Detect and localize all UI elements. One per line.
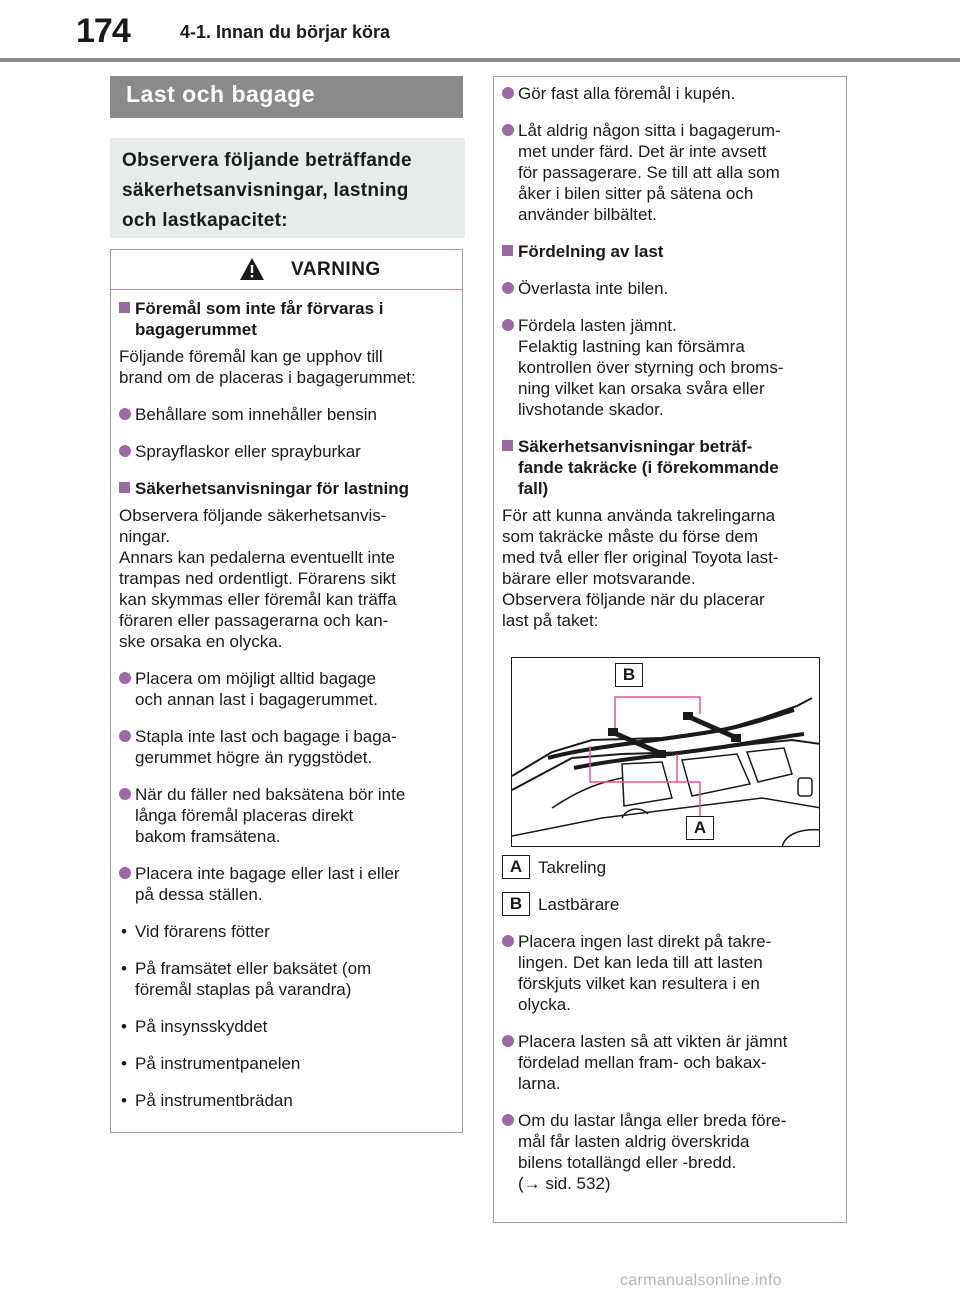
car-roof-drawing	[512, 658, 820, 847]
page-number: 174	[76, 12, 130, 50]
bullet-item: Stapla inte last och bagage i baga- gerummet högre än ryggstödet.	[119, 726, 454, 768]
topic-title-bar	[110, 76, 463, 118]
list-item: • På instrumentpanelen	[119, 1053, 454, 1074]
list-item: • På instrumentbrädan	[119, 1090, 454, 1111]
legend-item-a	[502, 857, 838, 878]
warning-triangle-icon	[239, 257, 265, 281]
list-item: • På framsätet eller baksätet (om föremål staplas på varandra)	[119, 958, 454, 1000]
warning-content	[119, 298, 454, 1111]
bullet-item: Fördela lasten jämnt. Felaktig lastning kan försämra kontrollen över styrning och broms- ning vilket kan orsaka svåra eller livshotande skador.	[502, 315, 838, 420]
legend-text-a: Takreling	[538, 858, 607, 877]
bullet-item: Placera lasten så att vikten är jämnt fördelad mellan fram- och bakax- larna.	[502, 1031, 838, 1094]
page-reference[interactable]: (→ sid. 532)	[518, 1174, 611, 1193]
bullet-item: Om du lastar långa eller breda före- mål får lasten aldrig överskrida bilens totallängd eller -bredd. (→ sid. 532)	[502, 1110, 838, 1194]
callout-label-b: B	[615, 663, 643, 687]
warning-box	[110, 249, 463, 1133]
bullet-item: När du fäller ned baksätena bör inte långa föremål placeras direkt bakom framsätena.	[119, 784, 454, 847]
topic-title: Last och bagage	[126, 81, 315, 107]
heading-forbidden-items: Föremål som inte får förvaras i bagagerummet	[119, 298, 454, 340]
warning-header	[111, 250, 462, 290]
bullet-item: Placera om möjligt alltid bagage och annan last i bagagerummet.	[119, 668, 454, 710]
bullet-item: Placera inte bagage eller last i eller på dessa ställen.	[119, 863, 454, 905]
warning-label: VARNING	[291, 259, 381, 280]
bullet-item: Gör fast alla föremål i kupén.	[502, 83, 838, 104]
paragraph-fire-risk: Följande föremål kan ge upphov till brand om de placeras i bagagerummet:	[119, 347, 416, 387]
intro-line-3: och lastkapacitet:	[122, 210, 288, 231]
list-item: • På insynsskyddet	[119, 1016, 454, 1037]
bullet-item: Behållare som innehåller bensin	[119, 404, 454, 425]
intro-line-2: säkerhetsanvisningar, lastning	[122, 180, 409, 201]
bullet-item: Överlasta inte bilen.	[502, 278, 838, 299]
heading-roof-rack: Säkerhetsanvisningar beträf- fande takräcke (i förekommande fall)	[502, 436, 838, 499]
legend-key-b: B	[502, 892, 530, 916]
page-header	[0, 0, 960, 62]
heading-load-distribution: Fördelning av last	[502, 241, 838, 262]
heading-loading-safety: Säkerhetsanvisningar för lastning	[119, 478, 454, 499]
intro-line-1: Observera följande beträffande	[122, 150, 412, 171]
legend-item-b	[502, 894, 838, 915]
bullet-item: Låt aldrig någon sitta i bagagerum- met under färd. Det är inte avsett för passagerare. Se till att alla som åker i bilen sitter på sätena och använder bilbältet.	[502, 120, 838, 225]
callout-label-a: A	[686, 816, 714, 840]
right-column-box	[493, 76, 847, 1223]
roof-rack-illustration	[511, 657, 820, 847]
legend-key-a: A	[502, 855, 530, 879]
bullet-item: Placera ingen last direkt på takre- lingen. Det kan leda till att lasten förskjuts vilket kan resultera i en olycka.	[502, 931, 838, 1015]
paragraph-roof-rails: För att kunna använda takrelingarna som takräcke måste du förse dem med två eller fler original Toyota last- bärare eller motsvarande. Observera följande när du placerar last på taket:	[502, 506, 779, 630]
right-content	[502, 83, 838, 1194]
intro-box	[110, 138, 465, 238]
header-rule	[0, 58, 960, 62]
list-item: • Vid förarens fötter	[119, 921, 454, 942]
bullet-item: Sprayflaskor eller sprayburkar	[119, 441, 454, 462]
legend-text-b: Lastbärare	[538, 895, 620, 914]
section-title: 4-1. Innan du börjar köra	[180, 22, 391, 42]
watermark-text: carmanualsonline.info	[620, 1272, 782, 1289]
paragraph-loading-safety: Observera följande säkerhetsanvis- ningar. Annars kan pedalerna eventuellt inte trampas ned ordentligt. Förarens sikt kan skymmas eller föremål kan träffa föraren eller passagerarna och kan- ske orsaka en olycka.	[119, 506, 397, 651]
